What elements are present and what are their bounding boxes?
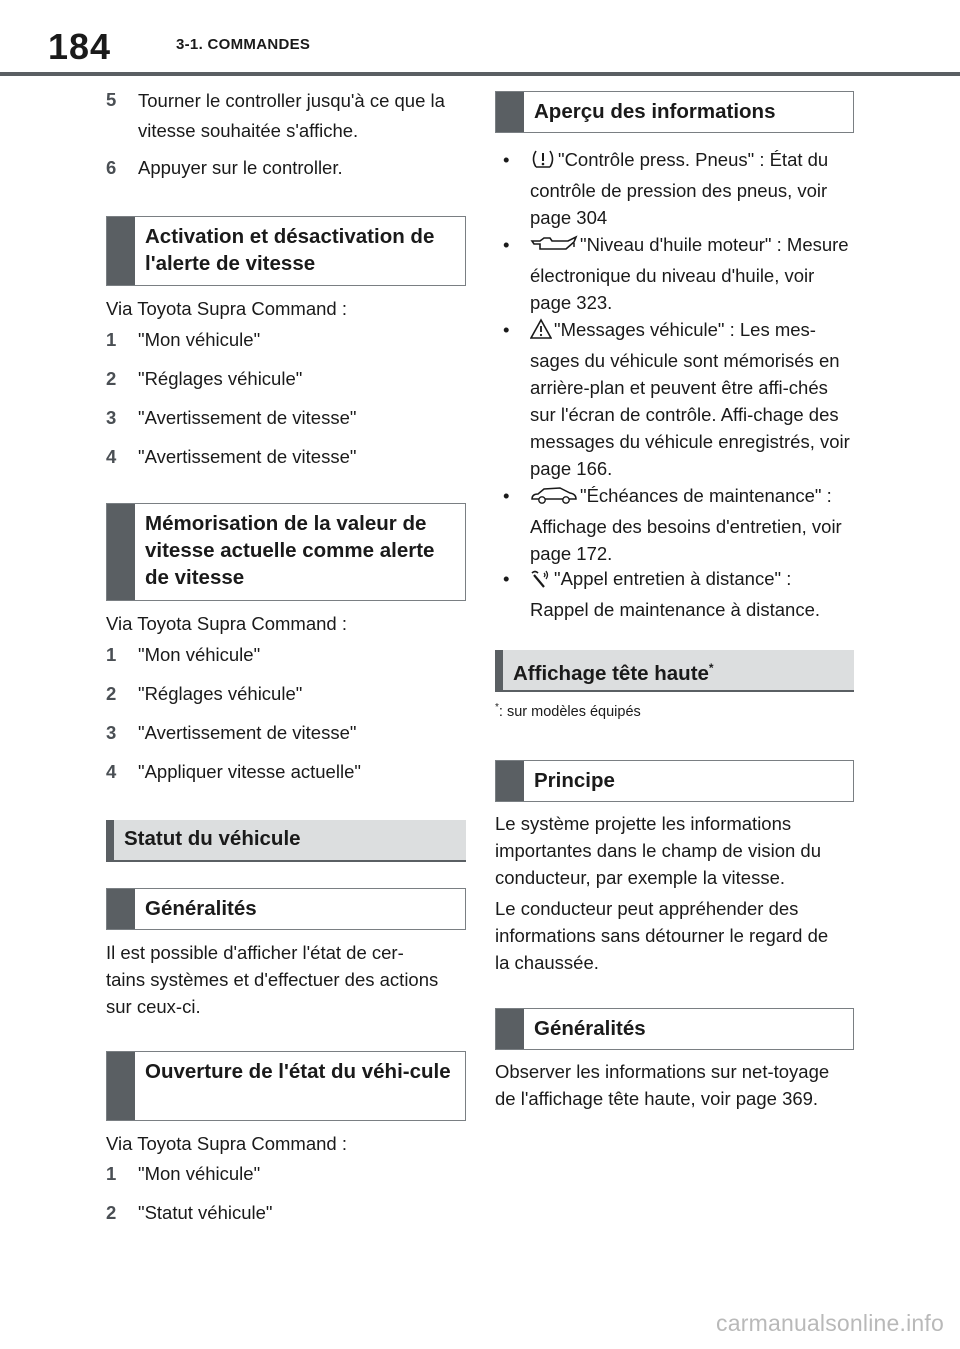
step-item: 2 "Statut véhicule" [106,1202,273,1223]
step-item: 3 "Avertissement de vitesse" [106,722,357,743]
step-item: 5 Tourner le controller jusqu'à ce que la vitesse souhaitée s'affiche. [106,89,445,141]
tire-pressure-icon [530,148,556,177]
step-item: 4 "Avertissement de vitesse" [106,446,357,467]
heading-ouverture-etat: Ouverture de l'état du véhi-cule [106,1051,466,1121]
page-number: 184 [48,26,112,67]
step-item: 6 Appuyer sur le controller. [106,157,343,178]
step-item: 1 "Mon véhicule" [106,1163,261,1184]
band-affichage-tete-haute: Affichage tête haute* [495,650,854,692]
info-bullet: • "Contrôle press. Pneus" : État du contrôle de pression des pneus, voir page 304 [503,149,829,228]
generalites-text: Il est possible d'afficher l'état de cer-tains systèmes et d'effectuer des actions sur ceux-ci. [106,942,439,1017]
step-item: 1 "Mon véhicule" [106,329,261,350]
heading-memorisation-vitesse: Mémorisation de la valeur de vitesse actuelle comme alerte de vitesse [106,503,466,601]
heading-generalites: Généralités [106,888,466,930]
info-bullet: • "Échéances de maintenance" : Affichage des besoins d'entretien, voir page 172. [503,485,842,564]
via-command-text: Via Toyota Supra Command : [106,613,347,634]
principe-text-1: Le système projette les informations importantes dans le champ de vision du conducteur, par exemple la vitesse. [495,813,821,888]
oil-can-icon [530,233,578,262]
via-command-text: Via Toyota Supra Command : [106,298,347,319]
warning-triangle-icon [530,318,552,347]
heading-principe: Principe [495,760,854,802]
info-bullet: • "Appel entretien à distance" : Rappel de maintenance à distance. [503,568,821,620]
via-command-text: Via Toyota Supra Command : [106,1133,347,1154]
step-item: 1 "Mon véhicule" [106,644,261,665]
step-item: 4 "Appliquer vitesse actuelle" [106,761,361,782]
wrench-remote-icon [530,567,552,596]
heading-apercu-informations: Aperçu des informations [495,91,854,133]
step-item: 2 "Réglages véhicule" [106,368,303,389]
principe-text-2: Le conducteur peut appréhender des informations sans détourner le regard de la chaussée. [495,898,829,973]
chapter-title: 3-1. COMMANDES [176,36,311,53]
step-item: 3 "Avertissement de vitesse" [106,407,357,428]
car-service-icon [530,484,578,513]
heading-activation-alerte: Activation et désactivation de l'alerte de vitesse [106,216,466,286]
watermark: carmanualsonline.info [716,1310,944,1336]
footnote: *: sur modèles équipés [495,702,641,720]
band-statut-vehicule: Statut du véhicule [106,820,466,862]
generalites-text: Observer les informations sur net-toyage de l'affichage tête haute, voir page 369. [495,1061,830,1109]
heading-generalites: Généralités [495,1008,854,1050]
info-bullet: • "Messages véhicule" : Les mes-sages du véhicule sont mémorisés en arrière-plan et peuvent être affi-chés sur l'écran de contrôle. Affi-chage des messages du véhicule enregistrés, voir page 166. [503,319,850,479]
info-bullet: • "Niveau d'huile moteur" : Mesure électronique du niveau d'huile, voir page 323. [503,234,849,313]
step-item: 2 "Réglages véhicule" [106,683,303,704]
header-rule [0,72,960,76]
